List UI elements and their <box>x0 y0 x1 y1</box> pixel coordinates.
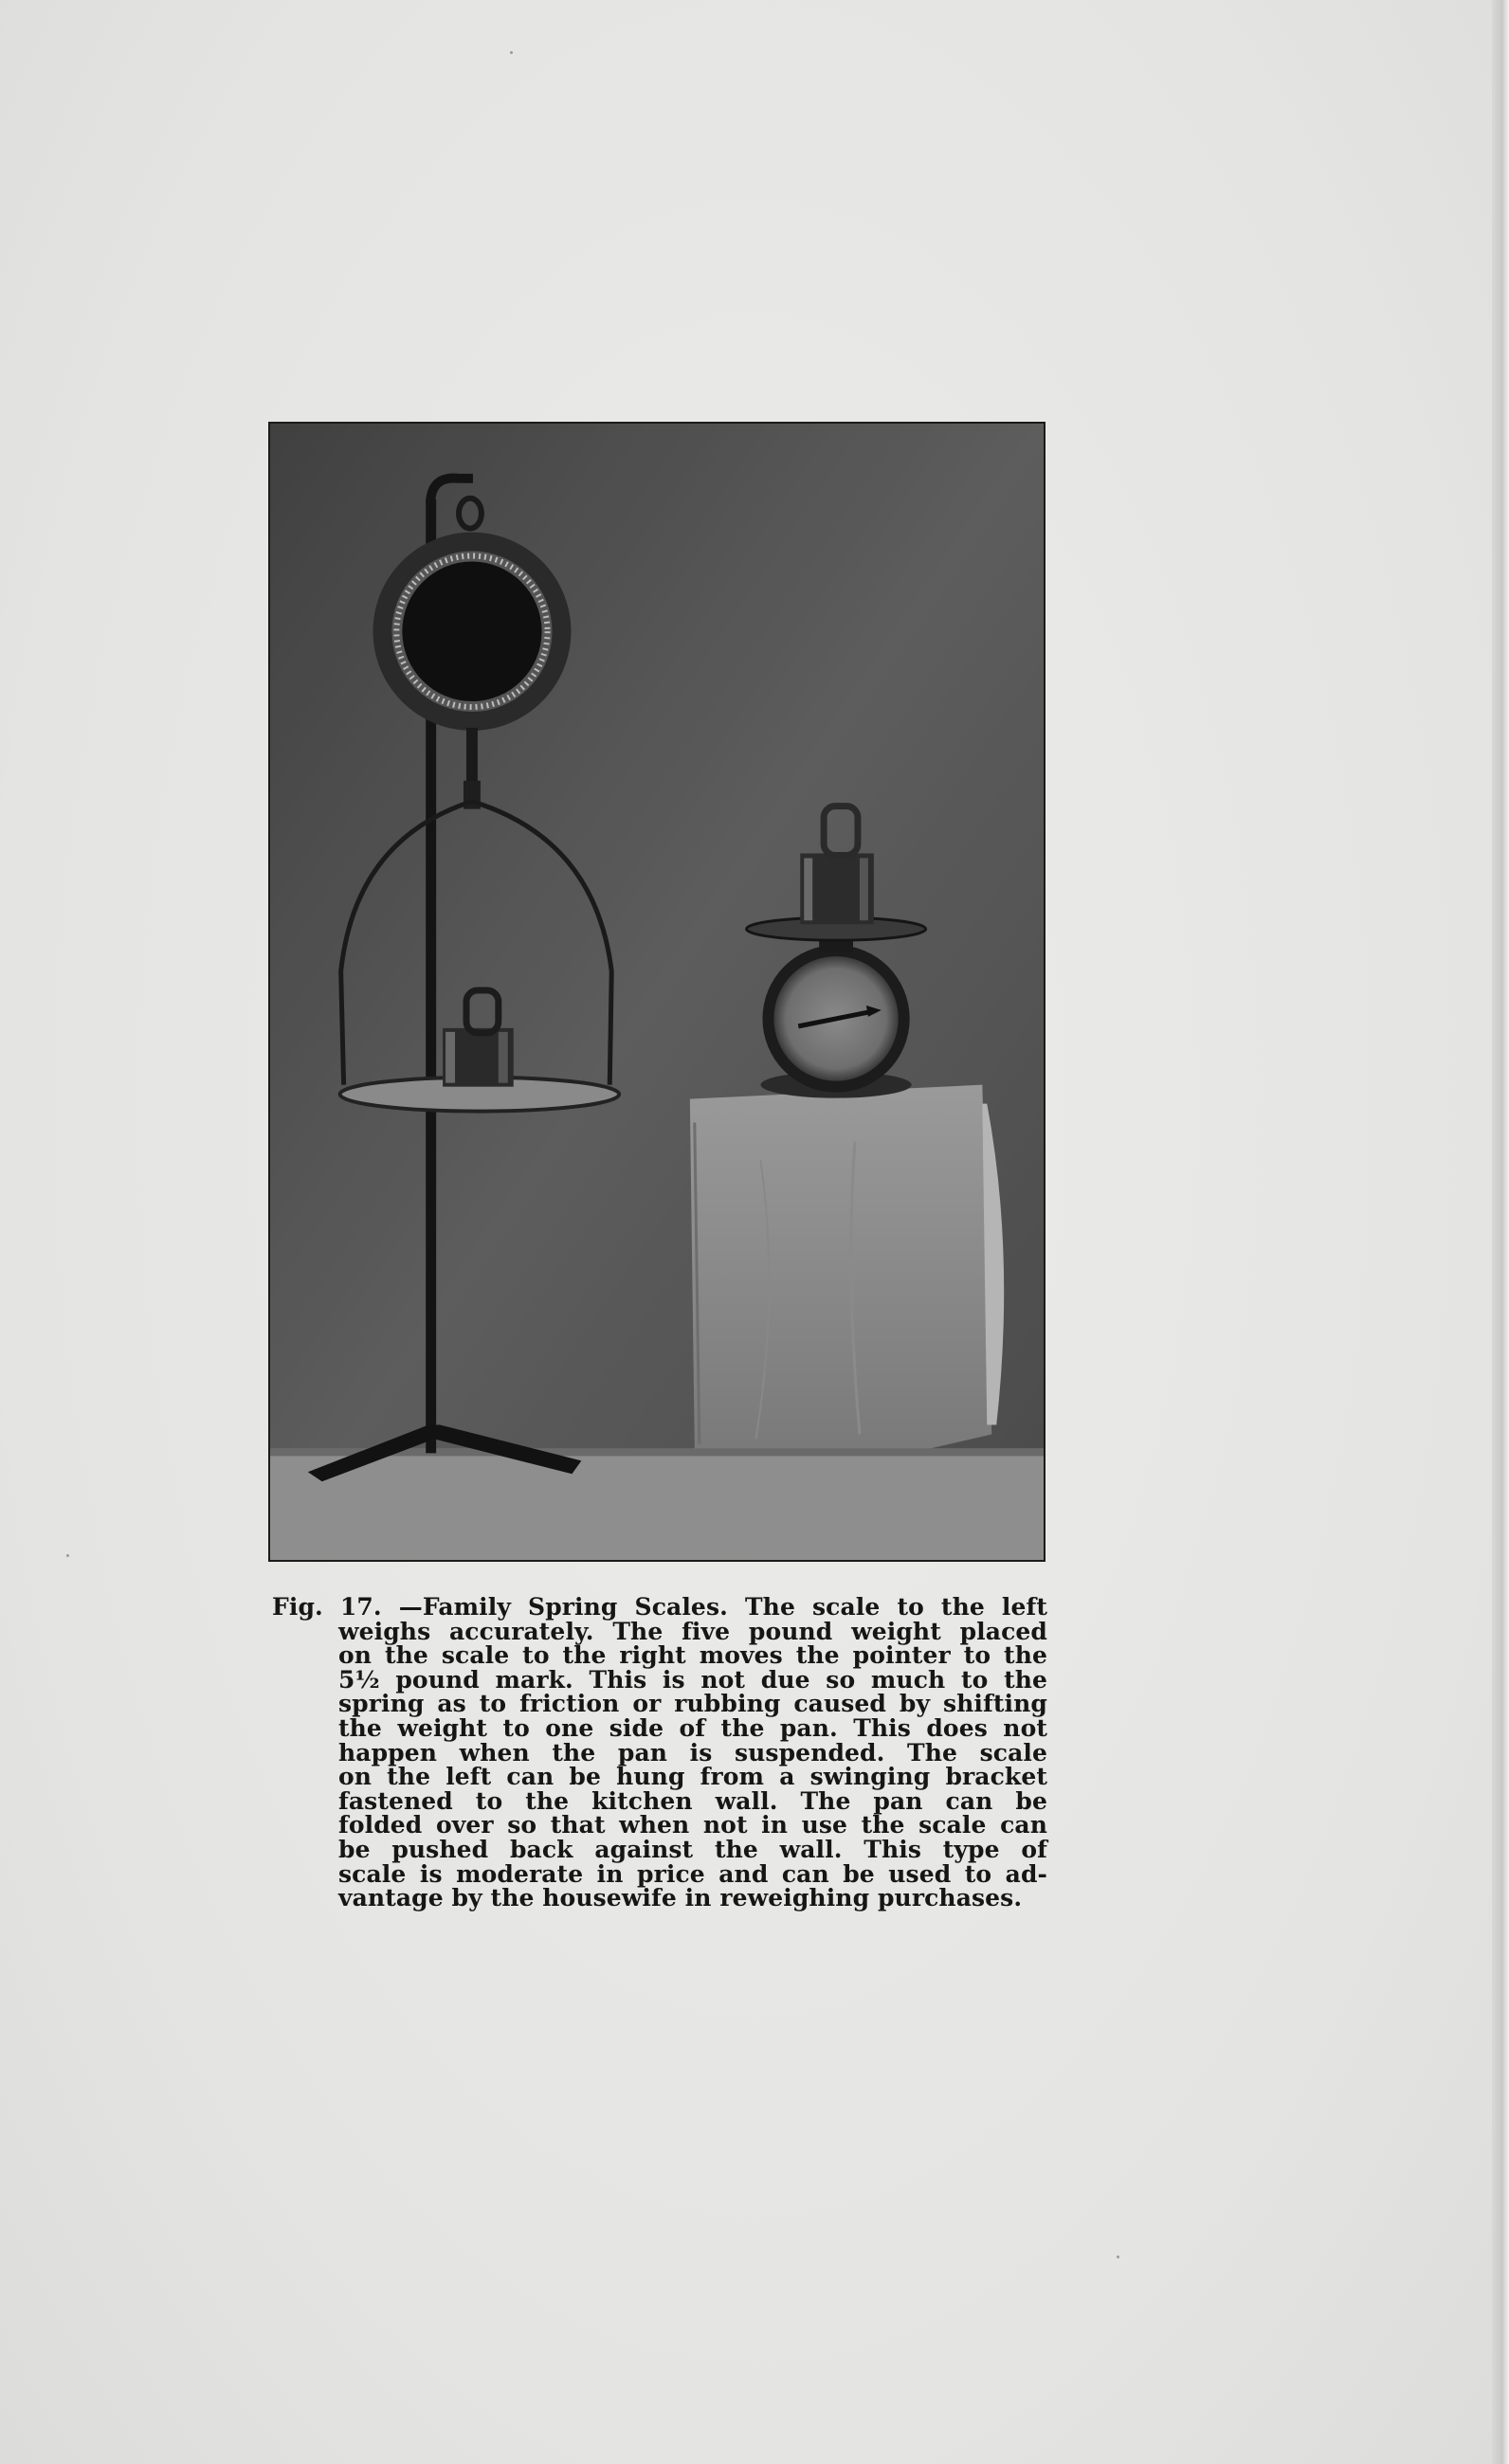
paper-speck <box>510 51 513 54</box>
draped-pedestal <box>690 1085 991 1449</box>
caption-line: be pushed back against the wall. This type of <box>338 1835 1047 1863</box>
spring-scales-photo <box>270 424 1044 1560</box>
caption-line-1 <box>272 1595 1047 1620</box>
page-edge-shadow <box>1492 0 1509 2464</box>
caption-line: on the left can be hung from a swinging bracket <box>338 1763 1047 1791</box>
caption-line: happen when the pan is suspended. The scale <box>338 1738 1047 1766</box>
paper-speck <box>66 1554 69 1557</box>
caption-line: fastened to the kitchen wall. The pan can be <box>338 1786 1047 1815</box>
caption-line: on the scale to the right moves the pointer to the <box>338 1641 1047 1670</box>
paper-speck <box>1117 2256 1119 2258</box>
caption-line: spring as to friction or rubbing caused by shifting <box>338 1690 1047 1718</box>
caption-line: vantage by the housewife in reweighing purchases. <box>338 1884 1023 1912</box>
caption-line: 5½ pound mark. This is not due so much to the <box>338 1665 1047 1694</box>
caption-line: the weight to one side of the pan. This does not <box>338 1713 1047 1742</box>
caption-line: scale is moderate in price and can be used to ad- <box>338 1859 1047 1888</box>
figure-label: Fig. 17. <box>272 1593 382 1621</box>
figure-caption <box>272 1595 1047 1911</box>
figure-photograph <box>268 422 1045 1562</box>
caption-line: folded over so that when not in use the scale can <box>338 1811 1047 1839</box>
caption-line-text: —Family Spring Scales. The scale to the left <box>398 1593 1047 1621</box>
caption-line: weighs accurately. The five pound weight placed <box>338 1617 1047 1645</box>
floor-cloth <box>270 1448 1044 1560</box>
